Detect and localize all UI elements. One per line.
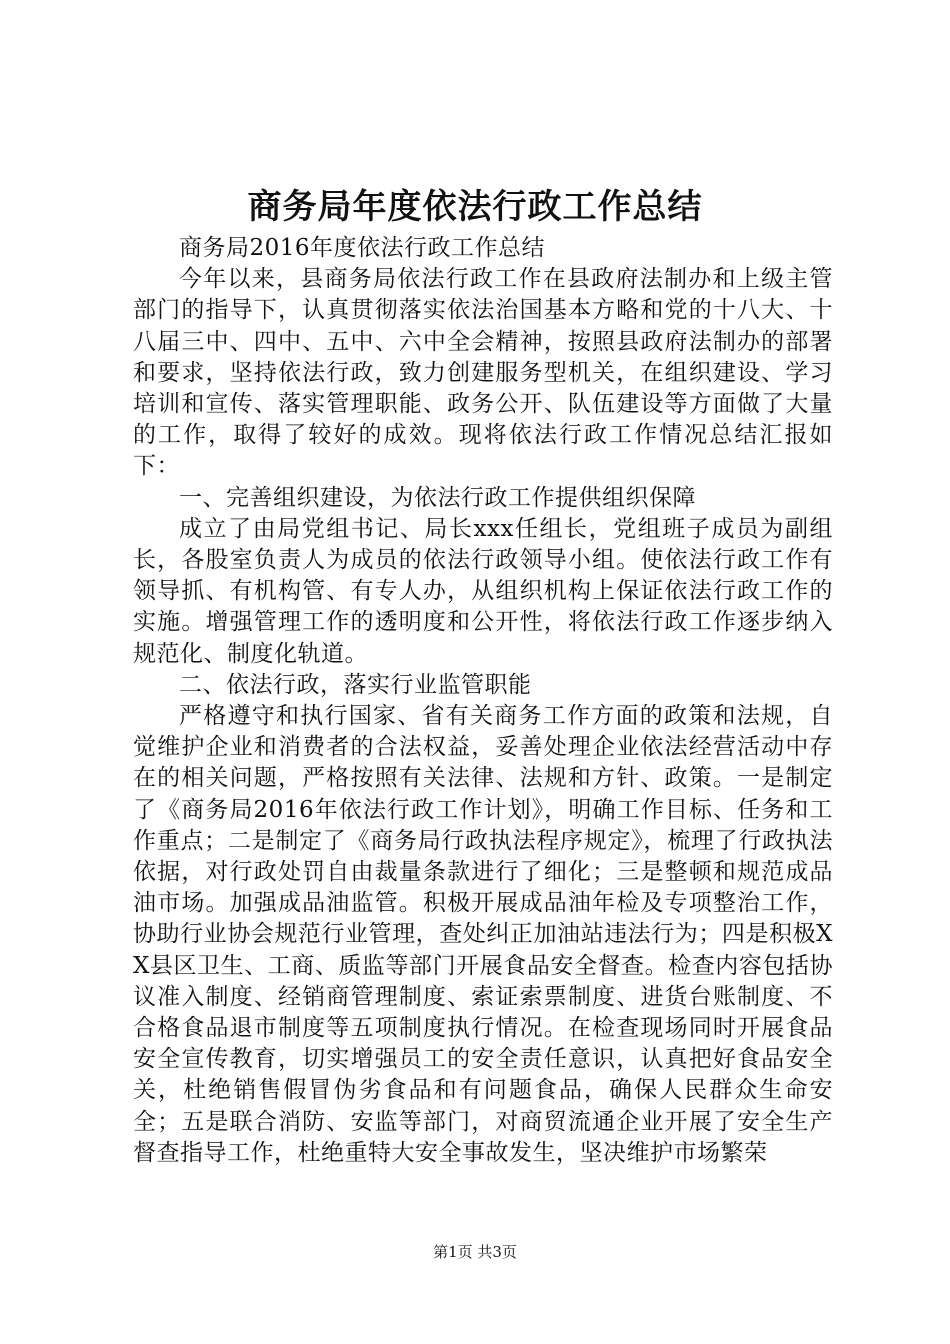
document-body — [133, 233, 833, 1169]
page-number-footer: 第1页 共3页 — [433, 1243, 517, 1261]
subtitle-paragraph: 商务局2016年度依法行政工作总结 — [179, 235, 546, 261]
section-1-paragraph: 成立了由局党组书记、局长xxx任组长，党组班子成员为副组长，各股室负责人为成员的依法行政领导小组。使依法行政工作有领导抓、有机构管、有专人办，从组织机构上保证依法行政工作的实施。增强管理工作的透明度和公开性，将依法行政工作逐步纳入规范化、制度化轨道。 — [133, 515, 833, 667]
section-heading-1: 一、完善组织建设，为依法行政工作提供组织保障 — [179, 484, 696, 511]
section-2-paragraph: 严格遵守和执行国家、省有关商务工作方面的政策和法规，自觉维护企业和消费者的合法权益，妥善处理企业依法经营活动中存在的相关问题，严格按照有关法律、法规和方针、政策。一是制定了《商务局2016年依法行政工作计划》，明确工作目标、任务和工作重点；二是制定了《商务局行政执法程序规定》，梳理了行政执法依据，对行政处罚自由裁量条款进行了细化；三是整顿和规范成品油市场。加强成品油监管。积极开展成品油年检及专项整治工作，协助行业协会规范行业管理，查处纠正加油站违法行为；四是积极XX县区卫生、工商、质监等部门开展食品安全督查。检查内容包括协议准入制度、经销商管理制度、索证索票制度、进货台账制度、不合格食品退市制度等五项制度执行情况。在检查现场同时开展食品安全宣传教育，切实增强员工的安全责任意识，认真把好食品安全关，杜绝销售假冒伪劣食品和有问题食品，确保人民群众生命安全；五是联合消防、安监等部门，对商贸流通企业开展了安全生产督查指导工作，杜绝重特大安全事故发生，坚决维护市场繁荣 — [133, 703, 833, 1166]
section-heading-2: 二、依法行政，落实行业监管职能 — [179, 671, 532, 698]
document-title: 商务局年度依法行政工作总结 — [247, 187, 703, 227]
intro-paragraph: 今年以来，县商务局依法行政工作在县政府法制办和上级主管部门的指导下，认真贯彻落实依法治国基本方略和党的十八大、十八届三中、四中、五中、六中全会精神，按照县政府法制办的部署和要求，坚持依法行政，致力创建服务型机关，在组织建设、学习培训和宣传、落实管理职能、政务公开、队伍建设等方面做了大量的工作，取得了较好的成效。现将依法行政工作情况总结汇报如下： — [133, 266, 833, 480]
